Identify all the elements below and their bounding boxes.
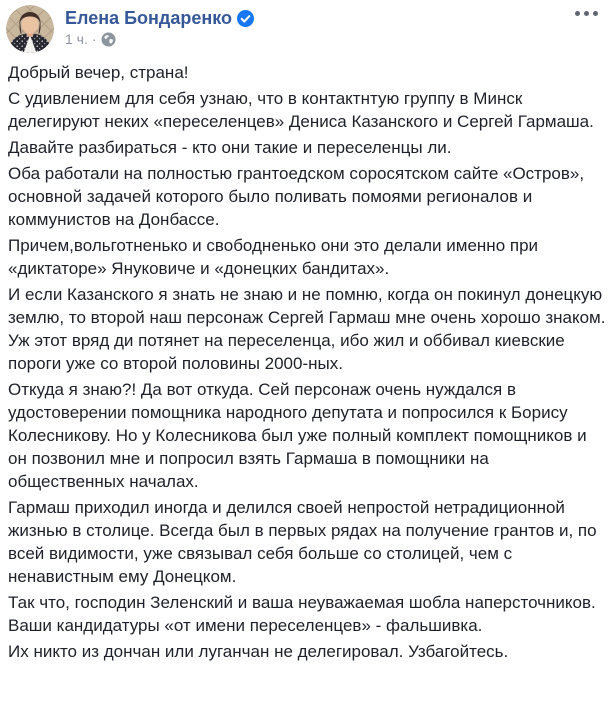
avatar[interactable] bbox=[6, 5, 54, 53]
post-paragraph: Откуда я знаю?! Да вот откуда. Сей персонаж очень нуждался в удостоверении помощника народного депутата и попросился к Борису Колесникову. Но у Колесникова был уже полный комплект помощников и он позвонил мне и попросил взять Гармаша в помощники на общественных началах. bbox=[8, 380, 587, 491]
post-paragraph: И если Казанского я знать не знаю и не помню, когда он покинул донецкую землю, то второй наш персонаж Сергей Гармаш мне очень хорошо знаком. Уж этот вряд ди потянет на переселенца, ибо жил и оббивал киевские пороги уже со второй половины 2000-ных. bbox=[8, 285, 606, 373]
meta-row bbox=[65, 32, 254, 47]
name-row bbox=[65, 8, 254, 28]
post-paragraph: Добрый вечер, страна! bbox=[8, 63, 189, 82]
post-paragraph: Так что, господин Зеленский и ваша неуважаемая шобла наперсточников. Ваши кандидатуры «от имени переселенцев» - фальшивка. bbox=[8, 593, 596, 635]
ellipsis-dot bbox=[575, 11, 580, 16]
avatar-image bbox=[6, 5, 54, 53]
post-paragraph: Их никто из дончан или луганчан не делегировал. Узбагойтесь. bbox=[8, 642, 509, 661]
post-paragraph: Давайте разбираться - кто они такие и переселенцы ли. bbox=[8, 138, 452, 157]
post-paragraph: Причем,вольготненько и свободненько они это делали именно при «диктаторе» Януковиче и «донецких бандитах». bbox=[8, 236, 539, 278]
globe-icon bbox=[101, 32, 116, 47]
ellipsis-dot bbox=[593, 11, 598, 16]
post-paragraph: С удивлением для себя узнаю, что в контактнтую группу в Минск делегируют неких «переселенцев» Дениса Казанского и Сергей Гармаша. bbox=[8, 89, 594, 131]
header-info bbox=[65, 5, 254, 47]
ellipsis-dot bbox=[584, 11, 589, 16]
verified-badge-icon bbox=[237, 10, 254, 27]
more-options-button[interactable] bbox=[573, 6, 600, 21]
post-paragraph: Оба работали на полностью грантоедском соросятском сайте «Остров», основной задачей которого было поливать помоями регионалов и коммунистов на Донбассе. bbox=[8, 164, 585, 229]
post-content bbox=[0, 56, 610, 663]
post-header bbox=[0, 0, 610, 56]
author-name-link[interactable]: Елена Бондаренко bbox=[65, 8, 232, 28]
timestamp[interactable]: 1 ч. bbox=[65, 31, 88, 47]
meta-separator: · bbox=[91, 31, 97, 47]
post-paragraph: Гармаш приходил иногда и делился своей непростой нетрадиционной жизнью в столице. Всегда был в первых рядах на получение грантов и, по всей видимости, уже связывал себя больше со столицей, чем с ненавистным ему Донецком. bbox=[8, 498, 597, 586]
